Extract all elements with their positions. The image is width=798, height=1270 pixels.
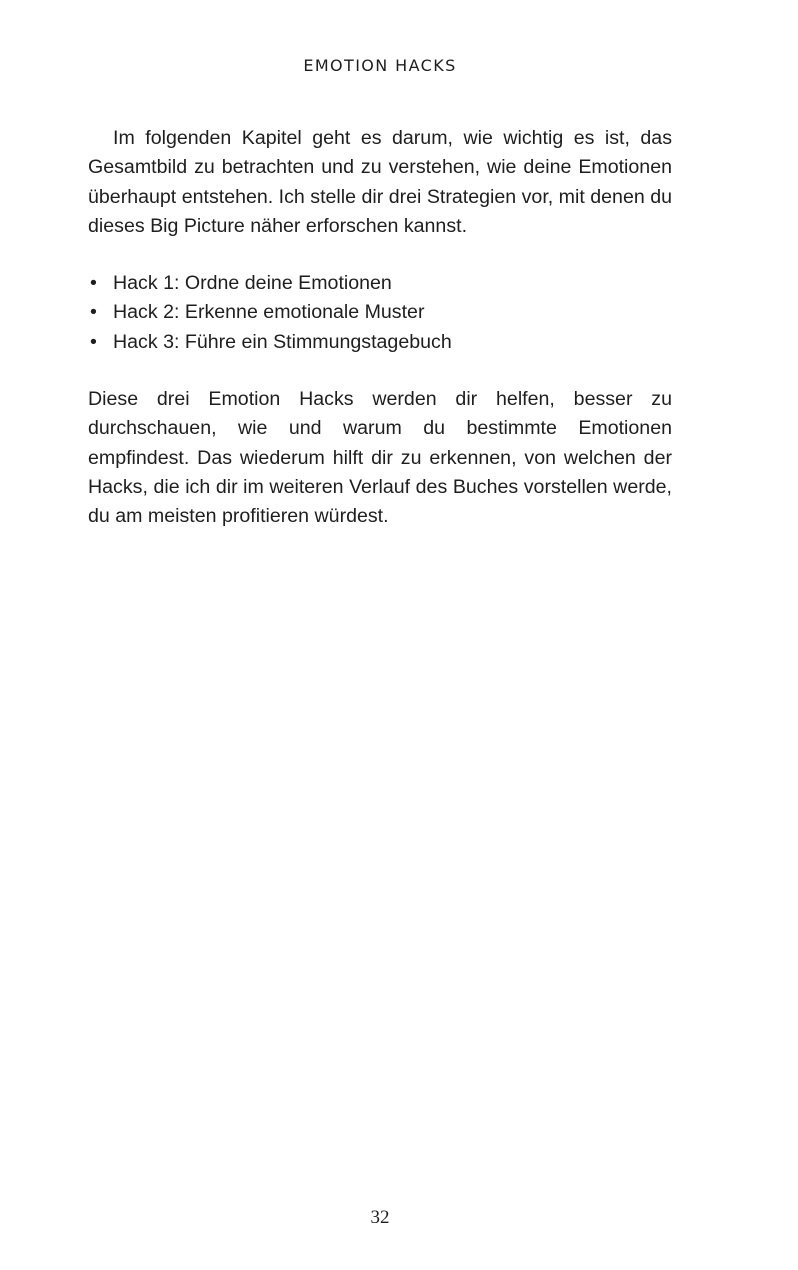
list-item-label: Hack 1: Ordne deine Emotionen bbox=[113, 272, 392, 295]
list-item bbox=[88, 269, 672, 298]
hack-list bbox=[88, 269, 672, 357]
list-item bbox=[88, 328, 672, 357]
bullet-icon: • bbox=[90, 330, 97, 353]
bullet-icon: • bbox=[90, 272, 97, 295]
page-content bbox=[88, 124, 672, 532]
running-header: EMOTION HACKS bbox=[303, 56, 457, 75]
list-item-label: Hack 3: Führe ein Stimmungstagebuch bbox=[113, 330, 452, 353]
list-item-label: Hack 2: Erkenne emotionale Muster bbox=[113, 301, 425, 324]
page-number: 32 bbox=[370, 1207, 390, 1228]
intro-paragraph: Im folgenden Kapitel geht es darum, wie wichtig es ist, das Gesamtbild zu betrachten und zu verstehen, wie deine Emotionen überhaupt entstehen. Ich stelle dir drei Strategien vor, mit denen du dieses Big Picture näher erforschen kannst. bbox=[88, 127, 672, 237]
closing-paragraph: Diese drei Emotion Hacks werden dir helfen, besser zu durchschauen, wie und warum du bestimmte Emotionen empfindest. Das wiederum hilft dir zu erkennen, von welchen der Hacks, die ich dir im weiteren Verlauf des Buches vorstellen werde, du am meisten profitieren würdest. bbox=[88, 388, 672, 528]
bullet-icon: • bbox=[90, 301, 97, 324]
list-item bbox=[88, 298, 672, 327]
